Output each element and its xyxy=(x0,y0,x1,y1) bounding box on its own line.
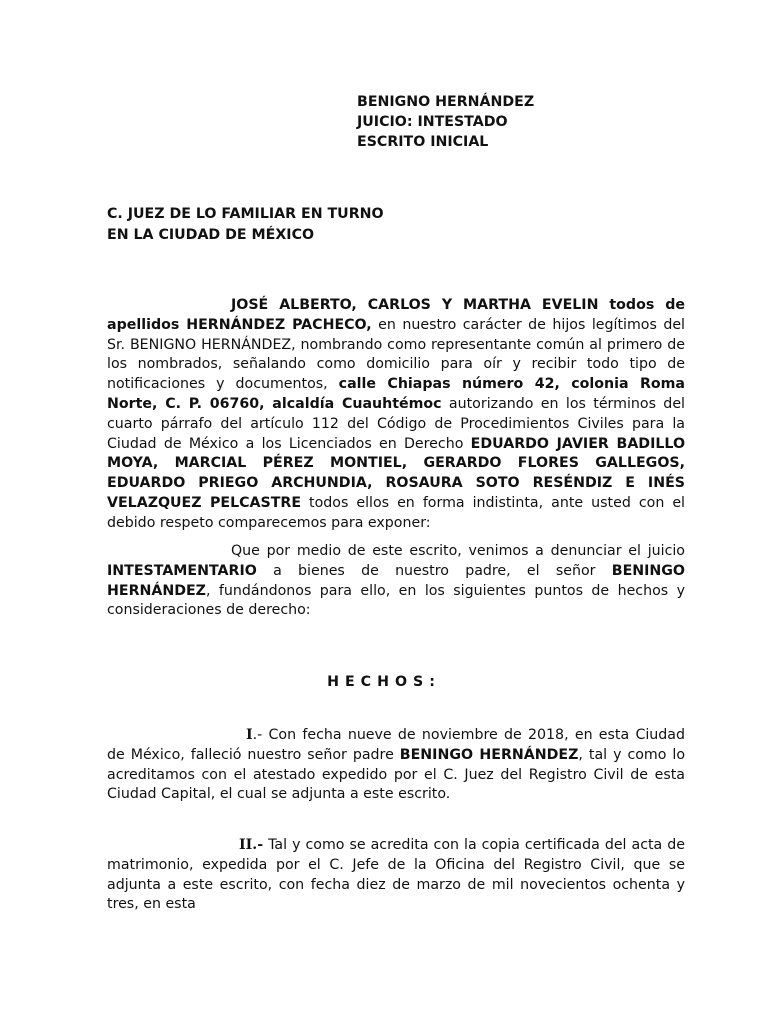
case-header xyxy=(357,92,534,152)
hechos-heading: HECHOS: xyxy=(327,674,441,690)
authorized-lawyers: EDUARDO JAVIER BADILLO MOYA, MARCIAL PÉREZ MONTIEL, GERARDO FLORES GALLEGOS, EDUARDO PRIEGO ARCHUNDIA, ROSAURA SOTO RESÉNDIZ E INÉS VELAZQUEZ PELCASTRE xyxy=(107,435,685,511)
addressee-line-2: EN LA CIUDAD DE MÉXICO xyxy=(107,227,315,243)
case-type: JUICIO: INTESTADO xyxy=(357,114,508,130)
addressee xyxy=(107,204,384,246)
claim-paragraph: Que por medio de este escrito, venimos a denunciar el juicio INTESTAMENTARIO a bienes de nuestro padre, el señor BENINGO HERNÁNDEZ, fundándonos para ello, en los siguientes puntos de hechos y consideraciones de derecho: xyxy=(107,543,685,619)
fact-1-paragraph: I.- Con fecha nueve de noviembre de 2018, en esta Ciudad de México, falleció nuestro señor padre BENINGO HERNÁNDEZ, tal y como lo acreditamos con el atestado expedido por el C. Juez del Registro Civil de esta Ciudad Capital, el cual se adjunta a este escrito. xyxy=(107,727,686,803)
domicile-address: calle Chiapas número 42, colonia Roma Norte, C. P. 06760, alcaldía Cuauhtémoc xyxy=(107,376,685,412)
petitioner-names: JOSÉ ALBERTO, CARLOS Y MARTHA EVELIN todos de apellidos HERNÁNDEZ PACHECO, xyxy=(107,297,685,333)
fact-2-paragraph: II.- Tal y como se acredita con la copia certificada del acta de matrimonio, expedida por el C. Jefe de la Oficina del Registro Civil, que se adjunta a este escrito, con fecha diez de marzo de mil novecientos ochenta y tres, en esta xyxy=(107,837,685,913)
intro-paragraph: JOSÉ ALBERTO, CARLOS Y MARTHA EVELIN todos de apellidos HERNÁNDEZ PACHECO, en nuestro carácter de hijos legítimos del Sr. BENIGNO HERNÁNDEZ, nombrando como representante común al primero de los nombrados, señalando como domicilio para oír y recibir todo tipo de notificaciones y documentos, calle Chiapas número 42, colonia Roma Norte, C. P. 06760, alcaldía Cuauhtémoc autorizando en los términos del cuarto párrafo del artículo 112 del Código de Procedimientos Civiles para la Ciudad de México a los Licenciados en Derecho EDUARDO JAVIER BADILLO MOYA, MARCIAL PÉREZ MONTIEL, GERARDO FLORES GALLEGOS, EDUARDO PRIEGO ARCHUNDIA, ROSAURA SOTO RESÉNDIZ E INÉS VELAZQUEZ PELCASTRE todos ellos en forma indistinta, ante usted con el debido respeto comparecemos para exponer: xyxy=(107,297,685,531)
fact-1-number: I xyxy=(246,727,253,743)
document-type: ESCRITO INICIAL xyxy=(357,134,489,150)
case-name: BENIGNO HERNÁNDEZ xyxy=(357,94,535,110)
addressee-line-1: C. JUEZ DE LO FAMILIAR EN TURNO xyxy=(107,206,384,222)
fact-2-number: II.- xyxy=(239,837,264,853)
